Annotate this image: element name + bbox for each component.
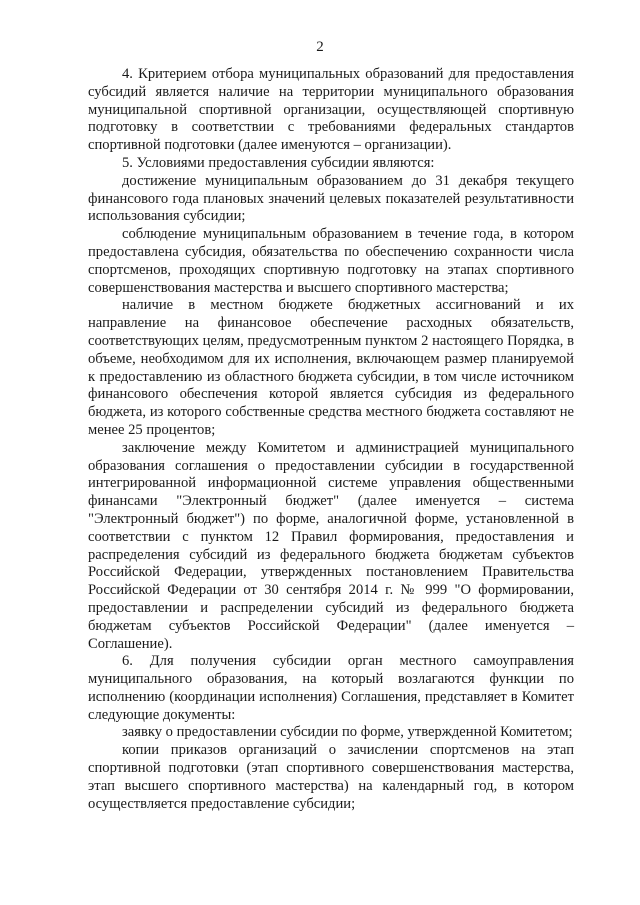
- paragraph-5-conditions-heading: 5. Условиями предоставления субсидии являются:: [122, 154, 435, 171]
- paragraph-6-documents-heading: 6. Для получения субсидии орган местного самоуправления муниципального образования, на который возлагаются функции по исполнению (координации исполнения) Соглашения, представляет в Комитет следующие документы:: [88, 653, 574, 723]
- paragraph-condition-agreement: заключение между Комитетом и администрацией муниципального образования соглашения о предоставлении субсидии в государственной интегрированной информационной системе управления общественными финансами "Электронный бюджет" (далее именуется – система "Электронный бюджет") по форме, аналогичной форме, установленной в соответствии с пунктом 12 Правил формирования, предоставления и распределения субсидий из федерального бюджета бюджетам субъектов Российской Федерации, утвержденных постановлением Правительства Российской Федерации от 30 сентября 2014 г. № 999 "О формировании, предоставлении и распределении субсидий из федерального бюджета бюджетам субъектов Российской Федерации" (далее именуется – Соглашение).: [88, 439, 574, 652]
- paragraph-condition-budget-allocations: наличие в местном бюджете бюджетных ассигнований и их направление на финансовое обеспечение расходных обязательств, соответствующих целям, предусмотренным пунктом 2 настоящего Порядка, в объеме, необходимом для их исполнения, включающем размер планируемой к предоставлению из областного бюджета субсидии, в том числе источником финансового обеспечения которой является субсидия из федерального бюджета, из которого собственные средства местного бюджета составляют не менее 25 процентов;: [88, 297, 574, 438]
- paragraph-document-application: заявку о предоставлении субсидии по форме, утвержденной Комитетом;: [122, 724, 573, 741]
- paragraph-condition-athlete-count: соблюдение муниципальным образованием в течение года, в котором предоставлена субсидия, обязательства по обеспечению сохранности числа спортсменов, проходящих спортивную подготовку на этапах спортивного совершенствования мастерства и высшего спортивного мастерства;: [88, 226, 574, 296]
- paragraph-document-order-copies: копии приказов организаций о зачислении спортсменов на этап спортивной подготовки (этап спортивного совершенствования мастерства, этап высшего спортивного мастерства) на календарный год, в котором осуществляется предоставление субсидии;: [88, 742, 574, 812]
- document-body: [88, 66, 574, 813]
- paragraph-4-selection-criterion: 4. Критерием отбора муниципальных образований для предоставления субсидий является наличие на территории муниципального образования муниципальной спортивной организации, осуществляющей спортивную подготовку в соответствии с требованиями федеральных стандартов спортивной подготовки (далее именуются – организации).: [88, 66, 574, 154]
- paragraph-condition-target-values: достижение муниципальным образованием до 31 декабря текущего финансового года плановых значений целевых показателей результативности использования субсидии;: [88, 172, 574, 225]
- page-number: 2: [316, 39, 324, 55]
